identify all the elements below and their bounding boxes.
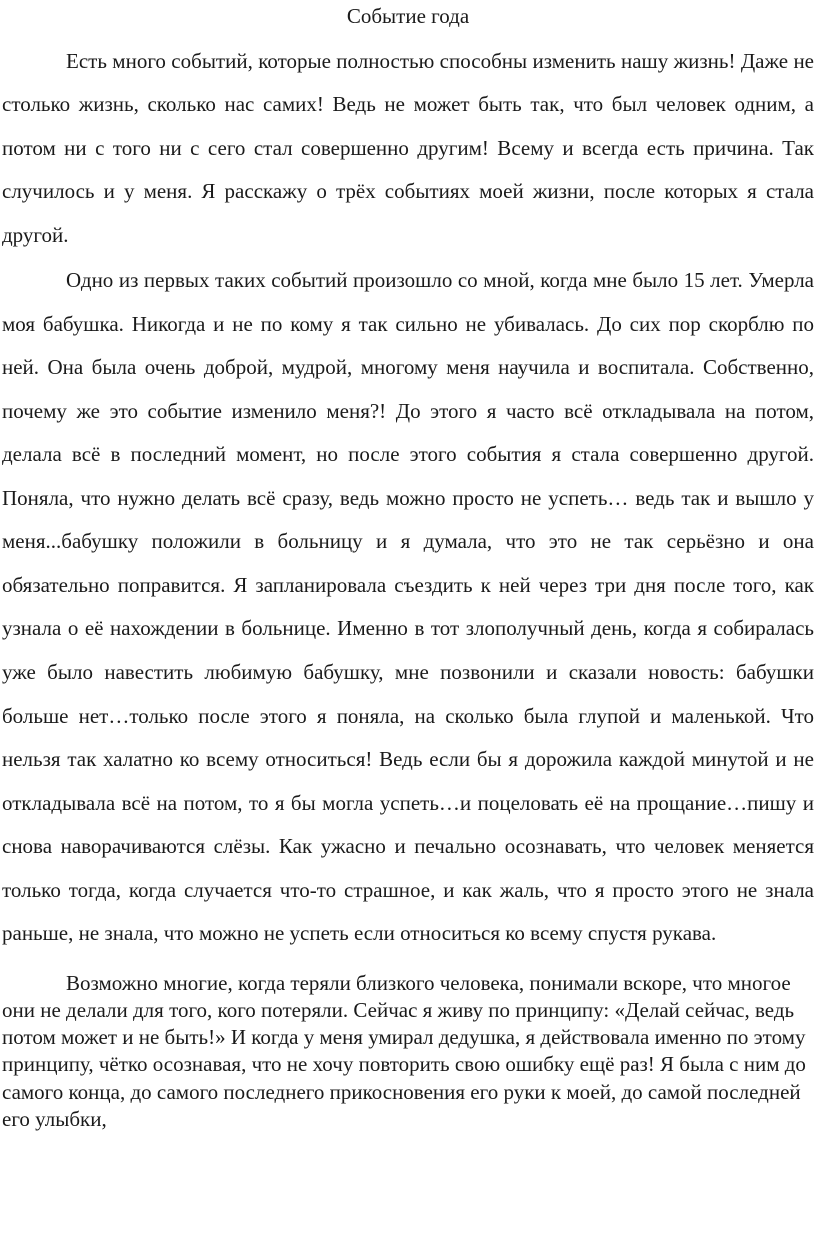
paragraph-2: Одно из первых таких событий произошло со мной, когда мне было 15 лет. Умерла моя бабушка. Никогда и не по кому я так сильно не убивалась. До сих пор скорблю по ней. Она была очень доброй, мудрой, многому меня научила и воспитала. Собственно, почему же это событие изменило меня?! До этого я часто всё откладывала на потом, делала всё в последний момент, но после этого события я стала совершенно другой. Поняла, что нужно делать всё сразу, ведь можно просто не успеть… ведь так и вышло у меня...бабушку положили в больницу и я думала, что это не так серьёзно и она обязательно поправится. Я запланировала съездить к ней через три дня после того, как узнала о её нахождении в больнице. Именно в тот злополучный день, когда я собиралась уже было навестить любимую бабушку, мне позвонили и сказали новость: бабушки больше нет…только после этого я поняла, на сколько была глупой и маленькой. Что нельзя так халатно ко всему относиться! Ведь если бы я дорожила каждой минутой и не откладывала всё на потом, то я бы могла успеть…и поцеловать её на прощание…пишу и снова наворачиваются слёзы. Как ужасно и печально осознавать, что человек меняется только тогда, когда случается что-то страшное, и как жаль, что я просто этого не знала раньше, не знала, что можно не успеть если относиться ко всему спустя рукава. [2, 268, 814, 946]
paragraph-3: Возможно многие, когда теряли близкого человека, понимали вскоре, что многое они не делали для того, кого потеряли. Сейчас я живу по принципу: «Делай сейчас, ведь потом может и не быть!» И когда у меня умирал дедушка, я действовала именно по этому принципу, чётко осознавая, что не хочу повторить свою ошибку ещё раз! Я была с ним до самого конца, до самого последнего прикосновения его руки к моей, до самой последней его улыбки, [2, 970, 806, 1131]
paragraph-1: Есть много событий, которые полностью способны изменить нашу жизнь! Даже не столько жизнь, сколько нас самих! Ведь не может быть так, что был человек одним, а потом ни с того ни с сего стал совершенно другим! Всему и всегда есть причина. Так случилось и у меня. Я расскажу о трёх событиях моей жизни, после которых я стала другой. [2, 49, 814, 247]
document-title: Событие года [346, 4, 470, 28]
